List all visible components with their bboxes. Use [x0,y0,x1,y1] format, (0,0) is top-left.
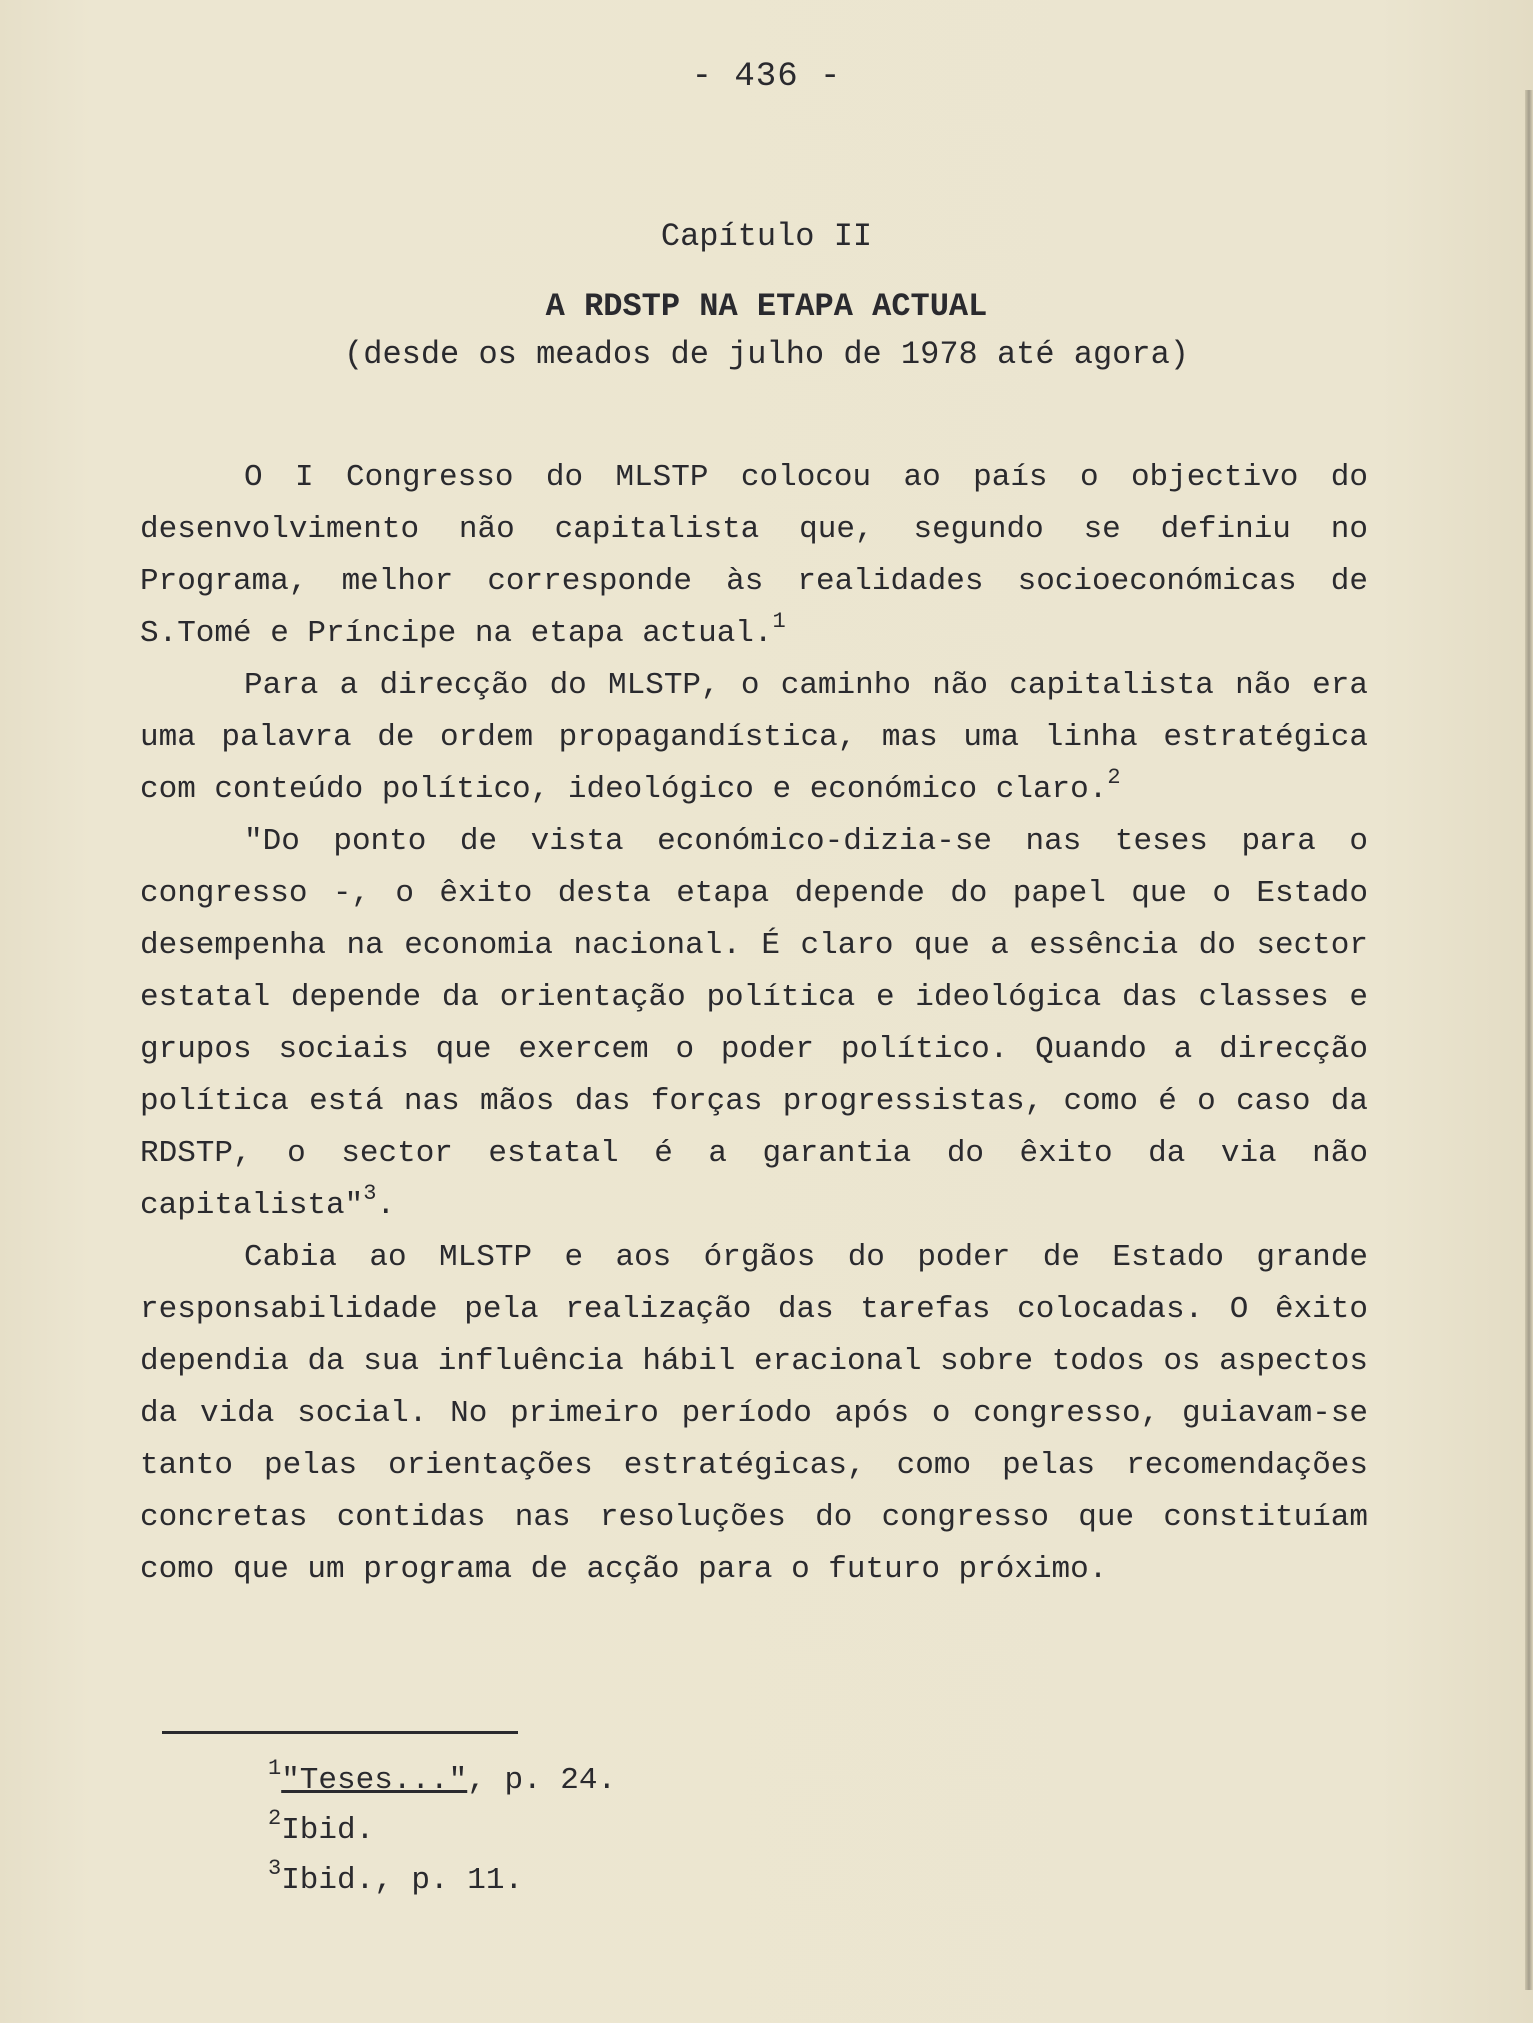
footnote-mark: 2 [268,1806,282,1831]
paragraph-2 [140,660,1368,816]
footnote-source-title: "Teses..." [281,1763,468,1798]
page-edge-shadow [1525,90,1533,1990]
footnote-2 [268,1806,616,1856]
paragraph-text: Para a direcção do MLSTP, o caminho não capitalista não era uma palavra de ordem propagandística, mas uma linha estratégica com conteúdo político, ideológico e económico claro. [140,668,1368,807]
body-text [140,452,1368,1596]
page-number: - 436 - [691,58,842,96]
footnote-text: Ibid., p. 11. [281,1863,524,1898]
paragraph-1 [140,452,1368,660]
footnote-reference-2: 2 [1107,765,1121,790]
paragraph-text: "Do ponto de vista económico-dizia-se nas teses para o congresso -, o êxito desta etapa depende do papel que o Estado desempenha na economia nacional. É claro que a essência do sector estatal depende da orientação política e ideológica das classes e grupos sociais que exercem o poder político. Quando a direcção política está nas mãos das forças progressistas, como é o caso da RDSTP, o sector estatal é a garantia do êxito da via não capitalista" [140,824,1368,1223]
footnote-text: , p. 24. [467,1763,617,1798]
footnote-separator [162,1731,518,1734]
footnote-3 [268,1856,616,1906]
section-subtitle: (desde os meados de julho de 1978 até agora) [344,336,1189,373]
paragraph-text: Cabia ao MLSTP e aos órgãos do poder de Estado grande responsabilidade pela realização das tarefas colocadas. O êxito dependia da sua influência hábil eracional sobre todos os aspectos da vida social. No primeiro período após o congresso, guiavam-se tanto pelas orientações estratégicas, como pelas recomendações concretas contidas nas resoluções do congresso que constituíam como que um programa de acção para o futuro próximo. [140,1240,1368,1587]
chapter-title: Capítulo II [660,218,873,255]
footnote-mark: 1 [268,1756,282,1781]
footnotes [268,1756,616,1906]
footnote-1 [268,1756,616,1806]
section-title: A RDSTP NA ETAPA ACTUAL [545,288,988,325]
footnote-mark: 3 [268,1856,282,1881]
footnote-text: Ibid. [281,1813,375,1848]
paragraph-3 [140,816,1368,1232]
paragraph-trailing-punctuation: . [376,1188,396,1223]
paragraph-4 [140,1232,1368,1596]
footnote-reference-1: 1 [772,609,786,634]
footnote-reference-3: 3 [363,1181,377,1206]
paragraph-text: O I Congresso do MLSTP colocou ao país o objectivo do desenvolvimento não capitalista que, segundo se definiu no Programa, melhor corresponde às realidades socioeconómicas de S.Tomé e Príncipe na etapa actual. [140,460,1368,651]
